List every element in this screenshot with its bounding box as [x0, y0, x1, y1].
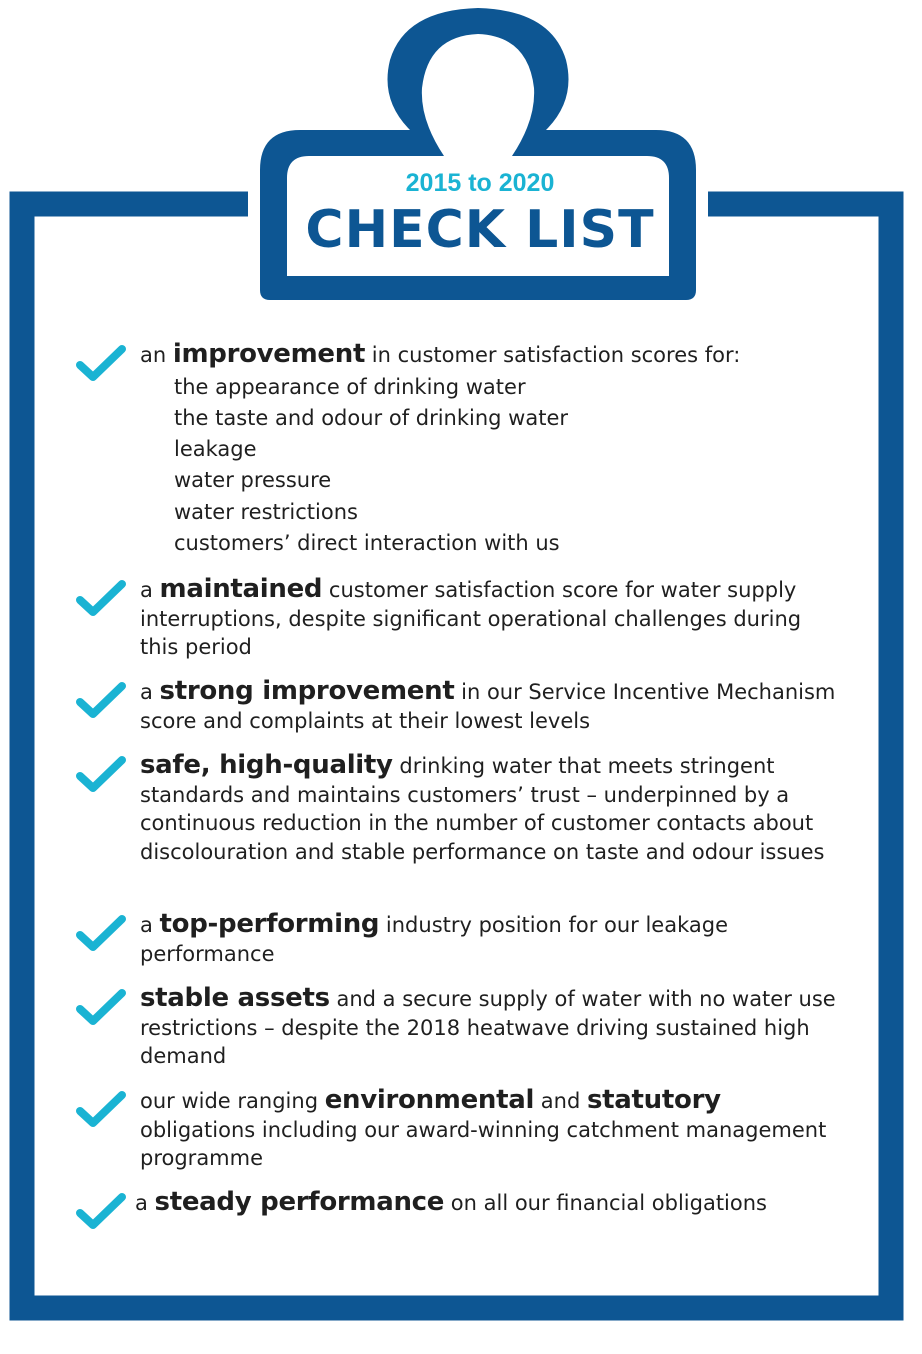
item-bold: improvement [172, 339, 366, 369]
sub-item: the taste and odour of drinking water [174, 405, 569, 430]
check-icon [76, 1089, 126, 1129]
page-title: CHECK LIST [305, 200, 655, 260]
item-text: safe, high-quality drinking water that meets stringent standards and maintains customers’ trust – underpinned by a continuous reduction in the number of customer contacts about discolouration and stable performance on taste and odour issues [140, 750, 825, 864]
item-text: a steady performance on all our financial obligations [135, 1187, 767, 1217]
item-text: an improvement in customer satisfaction scores for: the appearance of drinking water the taste and odour of drinking water leakage water pressure water restrictions customers’ direct interaction with us [140, 340, 840, 559]
check-icon [76, 754, 126, 794]
item-bold: statutory [586, 1085, 721, 1115]
check-icon [76, 987, 126, 1027]
item-text: stable assets and a secure supply of water with no water use restrictions – despite the 2018 heatwave driving sustained high demand [140, 983, 836, 1068]
item-bold: environmental [324, 1085, 535, 1115]
title-block [290, 168, 670, 262]
item-text: a maintained customer satisfaction score for water supply interruptions, despite significant operational challenges during this period [140, 574, 802, 659]
item-bold: safe, high-quality [140, 750, 393, 780]
check-icon [76, 578, 126, 618]
item-bold: steady performance [154, 1187, 445, 1217]
check-icon [76, 680, 126, 720]
sub-item: customers’ direct interaction with us [174, 530, 560, 555]
item-text: our wide ranging environmental and statutory obligations including our award-winning catchment management programme [140, 1085, 827, 1170]
item-bold: stable assets [140, 983, 330, 1013]
item-bold: strong improvement [159, 676, 455, 706]
item-bold: maintained [159, 574, 323, 604]
title-years: 2015 to 2020 [405, 169, 555, 197]
sub-item: water pressure [174, 468, 332, 493]
check-icon [76, 913, 126, 953]
sub-item: water restrictions [174, 499, 358, 524]
sub-item: leakage [174, 437, 257, 462]
item-text: a strong improvement in our Service Incentive Mechanism score and complaints at their lowest levels [140, 676, 836, 733]
sub-item: the appearance of drinking water [174, 374, 526, 399]
item-bold: top-performing [159, 909, 380, 939]
check-icon [76, 343, 126, 383]
item-text: a top-performing industry position for our leakage performance [140, 909, 729, 966]
check-icon [76, 1191, 126, 1231]
